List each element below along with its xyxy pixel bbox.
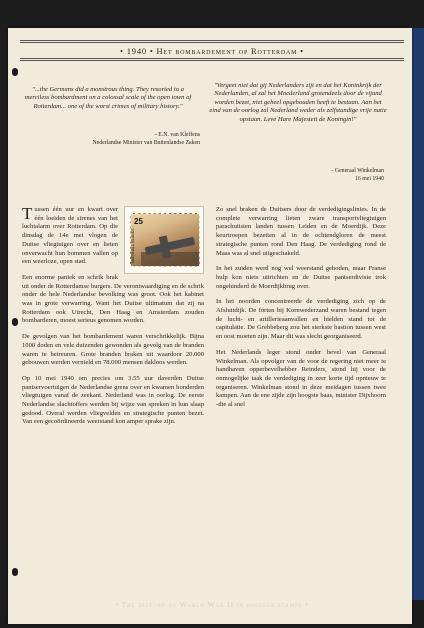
paragraph: Een enorme paniek en schrik brak uit onder de Rotterdamse burgers. De verontwaardiging en de schrik onder de hele Nederlandse bevolking was groot. Ook het kabinet was in grote verwarring. Want het Duitse ultimatum dat zij na Rotterdam ook Utrecht, Den Haag en Amsterdam zouden bombarderen, moest serieus genomen worden. — [22, 273, 204, 325]
binder-edge — [410, 0, 424, 600]
attribution-kleffens — [30, 132, 200, 148]
quote-winkelman: "Vergeet niet dat gij Nederlanders zijt en dat het Koninkrijk der Nederlanden, al zal het Moederland grotendeels door de vijand worden bezet, niet geheel opgehouden heeft te bestaan. Aan het eind van de oorlog zal Nederland weder als zelfstandige vrije natie opstaan. Leve Hare Majesteit de Koningin!" — [209, 82, 387, 123]
quote-kleffens: "...the Germans did a monstrous thing. They resorted to a merciless bombardment on a colossal scale of the open town of Rotterdam... one of the worst crimes of military history." — [24, 86, 192, 110]
paragraph: Het Nederlands leger stond onder bevel van Generaal Winkelman. Als opvolger van de voor de regering niet meer te handhaven opperbevelhebber Reinders, stond hij voor de onmogelijke taak de verdediging in zeer korte tijd opnieuw te organiseren. Winkelman stond in deze meidagen tussen twee kampen. Aan de ene zijde zijn hoogste baas, minister Dijxhoorn -die al snel — [216, 348, 386, 409]
paragraph: De gevolgen van het bombardement waren verschrikkelijk. Bijna 1000 doden en vele duizenden gewonden als gevolg van de branden waren te betreuren. Grote branden braken uit waardoor 20.000 gebouwen werden vernield en 78.000 mensen dakloos werden. — [22, 333, 204, 367]
attribution-date: 16 mei 1940 — [355, 175, 384, 182]
stamp-country: MARSHALL ISLANDS — [131, 228, 135, 264]
punch-hole — [12, 568, 18, 576]
body-column-left — [22, 206, 204, 434]
punch-hole — [12, 318, 18, 326]
attribution-name: - E.N. van Kleffens — [154, 132, 200, 138]
title-rule-bottom — [20, 58, 404, 59]
title-rule-top — [20, 40, 404, 41]
paragraph: Tussen één uur en kwart over één loeiden de sirenes van het luchtalarm over Rotterdam. Op die dinsdag de 14e mei vlogen de Duitse vliegtuigen over en lieten onverwacht hun bommen vallen op een weerloze, open stad. — [22, 204, 118, 266]
paragraph: In het zuiden werd nog wel weerstand geboden, maar Franse hulp kon niets uitrichten en de Duitse pantserdivisie trok ongehinderd de Moerdijkbrug over. — [216, 265, 386, 290]
background-top — [0, 0, 424, 28]
attribution-winkelman — [208, 168, 384, 184]
paragraph: Zo snel braken de Duitsers door de verdedigingslinies. In de complete verwarring lieten zware transportvliegtuigen parachutisten landen tussen Leiden en de Moerdijk. Deze keurtroepen bezetten al in de ochtendgloren de meest strategische punten rond Den Haag. De verdediging rond de Maas was al snel uitgeschakeld. — [216, 206, 386, 257]
postage-stamp — [124, 206, 204, 274]
body-column-right — [216, 206, 386, 417]
attribution-title: Nederlandse Minister van Buitenlandse Zaken — [92, 139, 200, 146]
drop-cap: T — [22, 204, 33, 223]
attribution-name: - Generaal Winkelman — [331, 168, 384, 174]
page-footer: • The history of World War II in postage stamps • — [115, 600, 309, 609]
title-bar — [20, 40, 404, 61]
page-title: • 1940 • Het bombardement op Rotterdam • — [120, 46, 304, 56]
stamp-image — [130, 213, 200, 267]
title-rule-bottom-2 — [20, 60, 404, 61]
paragraph: In het noorden concentreerde de verdediging zich op de Afsluitdijk. De forten bij Kornwederzand waren bestand tegen de lucht- en artillerieaanvallen en hielden stand tot de capitulatie. De Grebbeberg zou het sterkste bastion tussen west en oost moeten zijn. Maar dit was slecht georganiseerd. — [216, 298, 386, 341]
stamp-value: 25 — [134, 217, 143, 226]
punch-hole — [12, 68, 18, 76]
paragraph: Op 10 mei 1940 om precies om 3.55 uur daverden Duitse pantservoertuigen de Nederlandse grens over en kwamen honderden vliegtuigen vanaf de zeekant. Nederland was in oorlog. De eerste Nederlandse slachtoffers werden bij wijze van spreken in hun slaap gedood. Overal werden vliegvelden en strategische punten bezet. Van een gecoördineerde weerstand kon amper sprake zijn. — [22, 374, 204, 426]
